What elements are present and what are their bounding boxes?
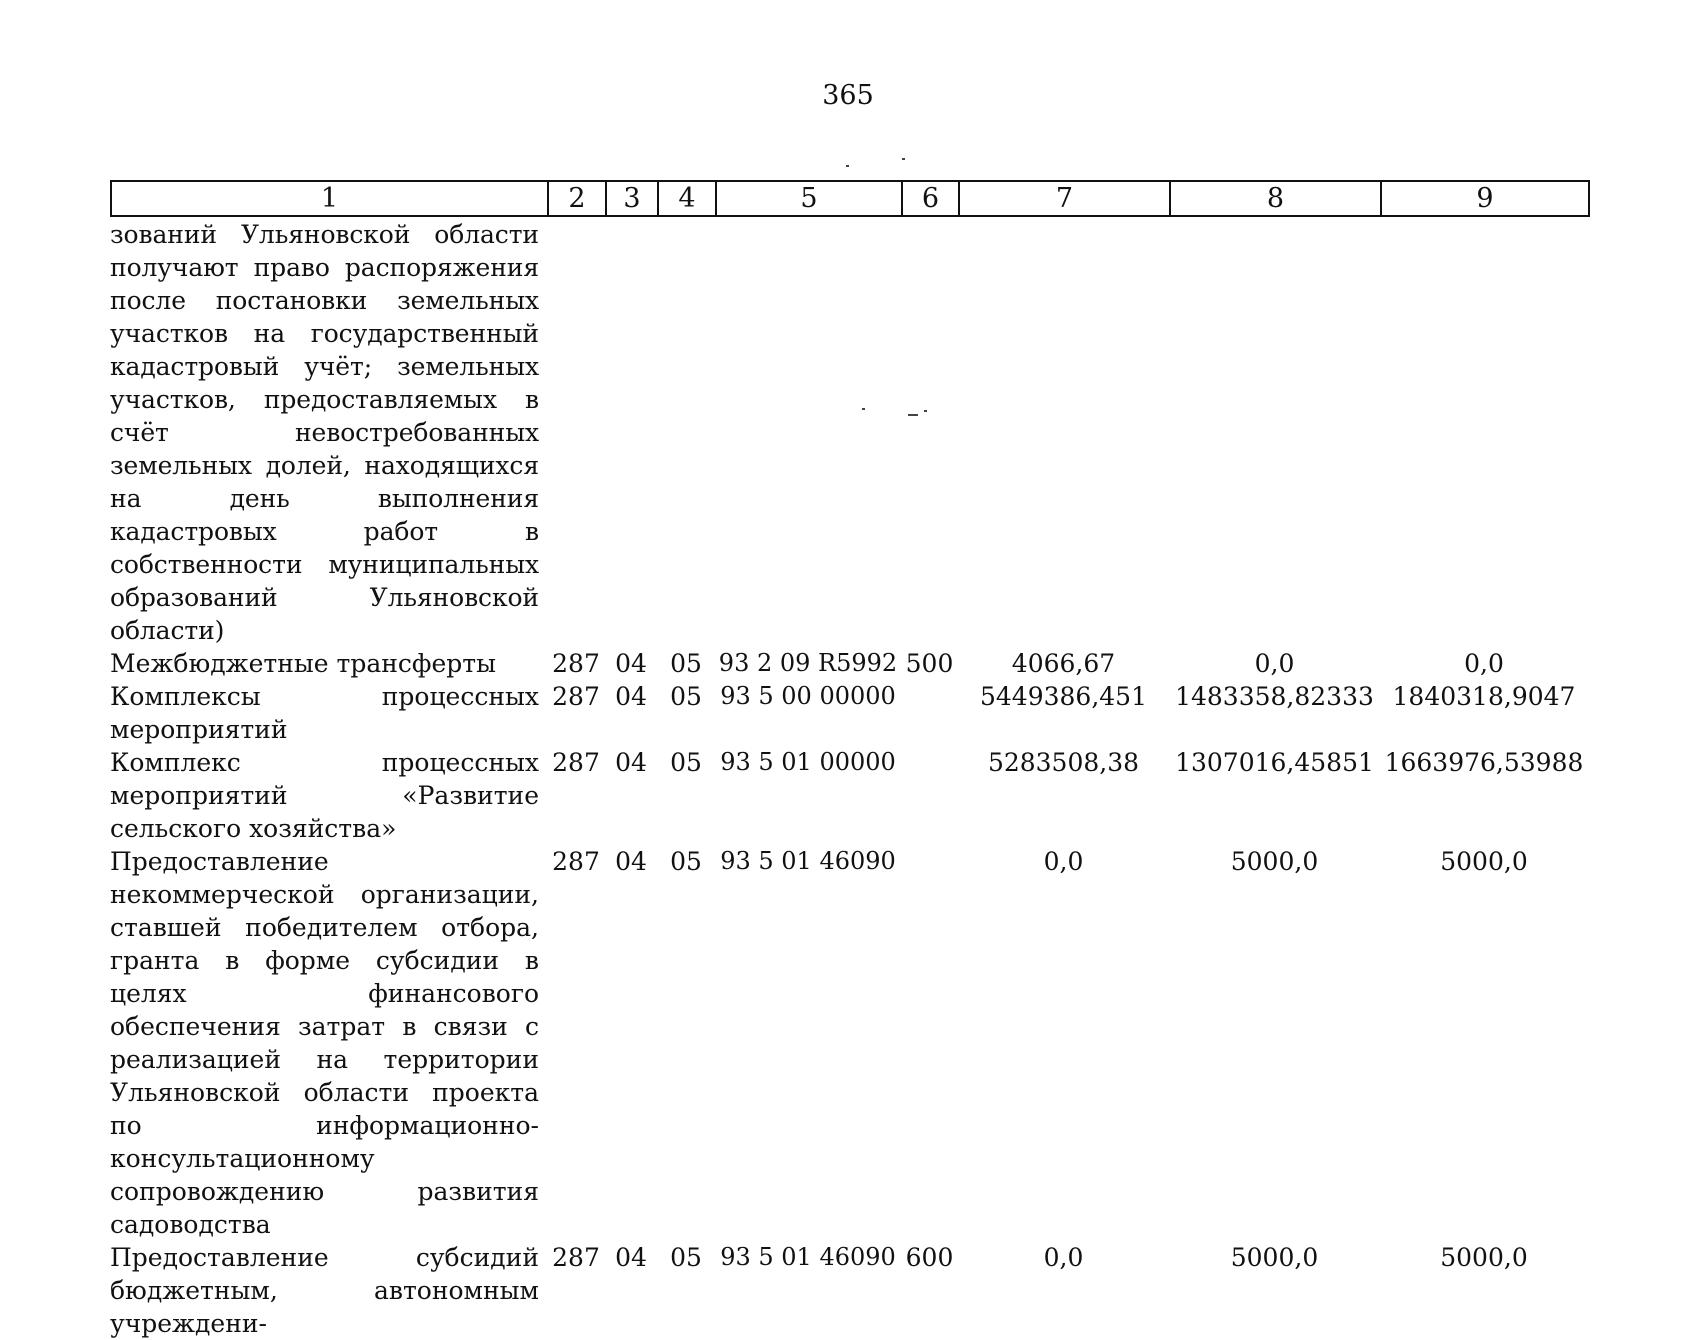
cell-amount-9: 1840318,9047 [1392, 682, 1576, 711]
cell-expense-type: 500 [905, 649, 954, 678]
budget-table [110, 218, 1588, 1340]
cell-subsection: 05 [670, 682, 702, 711]
cell-subsection [657, 218, 715, 647]
cell-section: 04 [615, 748, 647, 777]
cell-amount-8: 1307016,45851 [1175, 748, 1374, 777]
header-col-6: 6 [902, 181, 959, 216]
header-row [111, 181, 1589, 216]
header-col-1: 1 [111, 181, 548, 216]
page-number: 365 [822, 80, 874, 111]
table-row [110, 1241, 1588, 1340]
cell-expense-type [901, 746, 958, 845]
cell-amount-7: 0,0 [1043, 847, 1084, 876]
cell-expense-type: 600 [905, 1243, 954, 1272]
cell-amount-7: 5449386,451 [979, 682, 1147, 711]
header-col-3: 3 [606, 181, 658, 216]
cell-target-article: 93 5 01 00000 [720, 748, 896, 776]
cell-subsection: 05 [670, 847, 702, 876]
cell-amount-8: 5000,0 [1230, 847, 1319, 876]
cell-expense-type [901, 680, 958, 746]
header-col-8: 8 [1170, 181, 1381, 216]
cell-section [605, 218, 657, 647]
cell-section: 04 [615, 649, 647, 678]
row-name: Комплекс процессных мероприятий «Развитие сельского хозяйства» [110, 748, 539, 843]
cell-subsection: 05 [670, 748, 702, 777]
cell-ministry [547, 218, 605, 647]
cell-target-article: 93 2 09 R5992 [718, 649, 898, 677]
header-col-4: 4 [658, 181, 716, 216]
cell-amount-7: 0,0 [1043, 1243, 1084, 1272]
cell-target-article [715, 218, 901, 647]
cell-amount-9 [1380, 218, 1588, 647]
cell-expense-type [901, 845, 958, 1241]
cell-amount-8: 1483358,82333 [1175, 682, 1374, 711]
row-name: зований Ульяновской области получают право распоряжения после постановки земельных участков на государственный кадастровый учёт; земельных участков, предоставляемых в счёт невостребованных земельных долей, находящихся на день выполнения кадастровых работ в собственности муниципальных образований Ульяновской области) [110, 220, 539, 645]
header-col-7: 7 [959, 181, 1170, 216]
cell-ministry: 287 [552, 847, 600, 876]
row-name: Предоставление субсидий бюджетным, автономным учреждени- [110, 1243, 539, 1338]
row-name: Межбюджетные трансферты [110, 649, 497, 678]
column-header-table [110, 180, 1590, 217]
table-row [110, 680, 1588, 746]
cell-amount-9: 1663976,53988 [1384, 748, 1584, 777]
cell-amount-8: 0,0 [1254, 649, 1295, 678]
cell-amount-8: 5000,0 [1230, 1243, 1319, 1272]
cell-amount-8 [1169, 218, 1380, 647]
cell-subsection: 05 [670, 1243, 702, 1272]
row-name: Комплексы процессных мероприятий [110, 682, 539, 744]
cell-target-article: 93 5 00 00000 [720, 682, 896, 710]
cell-amount-9: 5000,0 [1440, 1243, 1528, 1272]
cell-subsection: 05 [670, 649, 702, 678]
cell-amount-7: 4066,67 [1011, 649, 1116, 678]
cell-amount-9: 0,0 [1464, 649, 1504, 678]
table-row [110, 647, 1588, 680]
scan-speck [902, 158, 905, 160]
header-col-2: 2 [548, 181, 606, 216]
cell-section: 04 [615, 847, 647, 876]
row-name: Предоставление некоммерческой организации, ставшей победителем отбора, гранта в форме субсидии в целях финансового обеспечения затрат в связи с реализацией на территории Ульяновской области проекта по информационно-консультационному сопровождению развития садоводства [110, 847, 539, 1239]
cell-target-article: 93 5 01 46090 [720, 1243, 896, 1271]
cell-amount-7 [958, 218, 1169, 647]
cell-amount-9: 5000,0 [1440, 847, 1528, 876]
table-row [110, 845, 1588, 1241]
cell-ministry: 287 [552, 1243, 600, 1272]
cell-amount-7: 5283508,38 [987, 748, 1140, 777]
cell-ministry: 287 [552, 748, 600, 777]
cell-target-article: 93 5 01 46090 [720, 847, 896, 875]
table-row [110, 746, 1588, 845]
cell-section: 04 [615, 682, 647, 711]
header-col-5: 5 [716, 181, 902, 216]
cell-ministry: 287 [552, 649, 600, 678]
table-row [110, 218, 1588, 647]
header-col-9: 9 [1381, 181, 1589, 216]
cell-ministry: 287 [552, 682, 600, 711]
cell-section: 04 [615, 1243, 647, 1272]
scan-speck [846, 165, 849, 167]
cell-expense-type [901, 218, 958, 647]
